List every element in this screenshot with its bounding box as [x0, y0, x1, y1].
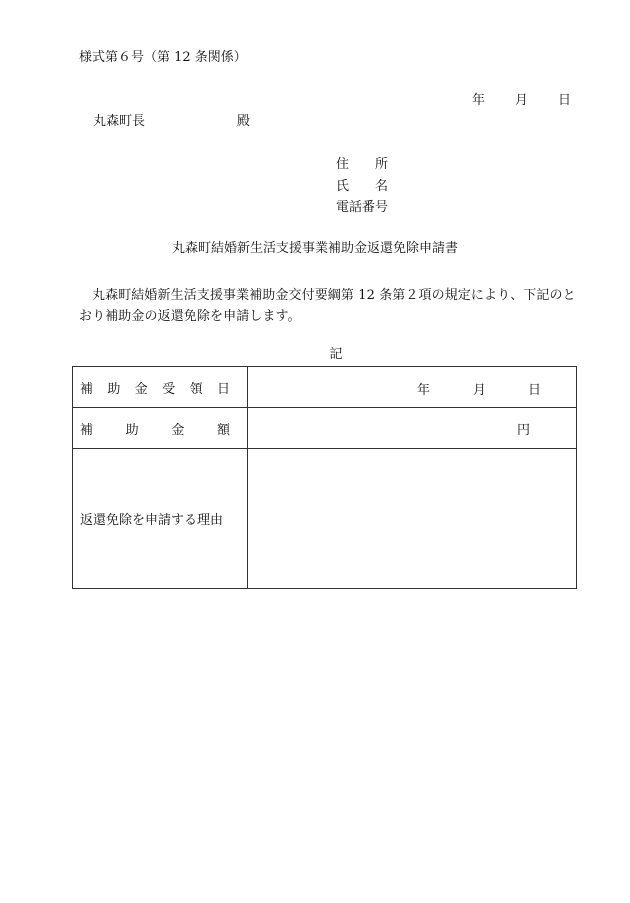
applicant-name-label: 氏 名 — [336, 179, 389, 194]
receipt-year-label: 年 — [417, 383, 431, 398]
date-day-label: 日 — [558, 93, 572, 108]
table-row-receipt-date — [73, 367, 577, 408]
label-char: 助 — [125, 422, 139, 438]
amount-field[interactable] — [248, 408, 577, 449]
label-char: 受 — [162, 381, 176, 397]
applicant-address-label: 住 所 — [336, 157, 389, 172]
table-row-amount — [73, 408, 577, 449]
amount-label — [73, 408, 248, 449]
reason-label: 返還免除を申請する理由 — [73, 449, 248, 589]
body-line-1: 丸森町結婚新生活支援事業補助金交付要綱第 12 条第２項の規定により、下記のと — [92, 288, 576, 303]
form-number: 様式第６号（第 12 条関係） — [79, 50, 247, 65]
document-title: 丸森町結婚新生活支援事業補助金返還免除申請書 — [171, 241, 458, 256]
receipt-date-label — [73, 367, 248, 408]
detail-table — [72, 366, 577, 589]
body-line-2: おり補助金の返還免除を申請します。 — [79, 309, 301, 324]
body-paragraph — [79, 285, 599, 327]
reason-field[interactable] — [248, 449, 577, 589]
label-char: 補 — [80, 381, 94, 397]
receipt-month-label: 月 — [473, 383, 487, 398]
label-char: 日 — [216, 381, 230, 397]
receipt-day-label: 日 — [528, 383, 542, 398]
label-char: 助 — [107, 381, 121, 397]
applicant-phone-label: 電話番号 — [336, 200, 389, 215]
date-year-label: 年 — [472, 93, 486, 108]
label-char: 金 — [134, 381, 148, 397]
label-char: 金 — [171, 422, 185, 438]
table-row-reason — [73, 449, 577, 589]
addressee-honorific: 殿 — [237, 114, 251, 129]
label-char: 補 — [80, 422, 94, 438]
receipt-date-field[interactable] — [248, 367, 577, 408]
submission-date — [472, 93, 571, 109]
yen-unit: 円 — [516, 422, 530, 438]
date-month-label: 月 — [515, 93, 529, 108]
ki-heading: 記 — [329, 347, 343, 362]
addressee-name: 丸森町長 — [93, 114, 146, 129]
addressee — [93, 114, 250, 130]
label-char: 額 — [216, 422, 230, 438]
label-char: 領 — [189, 381, 203, 397]
